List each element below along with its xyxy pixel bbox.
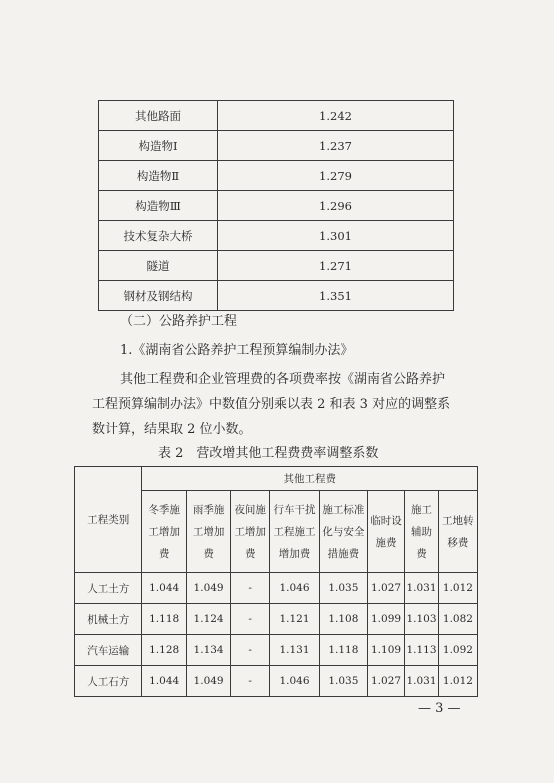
table-row bbox=[75, 573, 478, 604]
row-name: 其他路面 bbox=[99, 101, 218, 131]
cell-value: 1.031 bbox=[405, 573, 439, 604]
cell-value: 1.124 bbox=[186, 604, 230, 635]
column-header-line: 费 bbox=[416, 547, 427, 560]
cell-value: 1.035 bbox=[319, 573, 367, 604]
row-category: 机械土方 bbox=[75, 604, 142, 635]
column-header-line: 冬季施 bbox=[148, 503, 180, 516]
row-name: 技术复杂大桥 bbox=[99, 221, 218, 251]
table-row bbox=[75, 604, 478, 635]
body-line-2: 工程预算编制办法》中数值分别乘以表 2 和表 3 对应的调整系 bbox=[92, 397, 451, 412]
table-row bbox=[99, 101, 454, 131]
cell-value: 1.049 bbox=[186, 573, 230, 604]
column-header-line: 施工标准 bbox=[322, 503, 365, 516]
cell-value: 1.049 bbox=[186, 666, 230, 697]
cell-value: 1.103 bbox=[405, 604, 439, 635]
row-category: 汽车运输 bbox=[75, 635, 142, 666]
row-name: 构造物Ⅱ bbox=[99, 161, 218, 191]
cell-value: 1.046 bbox=[270, 666, 320, 697]
cell-value: 1.012 bbox=[438, 666, 477, 697]
row-value: 1.351 bbox=[218, 281, 454, 311]
row-value: 1.296 bbox=[218, 191, 454, 221]
row-name: 构造物Ⅲ bbox=[99, 191, 218, 221]
row-value: 1.237 bbox=[218, 131, 454, 161]
cell-value: 1.035 bbox=[319, 666, 367, 697]
cell-value: 1.109 bbox=[367, 635, 404, 666]
subheading: 1.《湖南省公路养护工程预算编制办法》 bbox=[120, 343, 354, 358]
table-row bbox=[99, 161, 454, 191]
table-row bbox=[99, 281, 454, 311]
column-header-line: 工增加 bbox=[192, 525, 225, 538]
column-header-line: 雨季施 bbox=[192, 503, 225, 516]
cell-value: 1.118 bbox=[319, 635, 367, 666]
cell-value: 1.027 bbox=[367, 573, 404, 604]
cell-value: 1.128 bbox=[142, 635, 186, 666]
cell-value: - bbox=[231, 573, 270, 604]
column-header bbox=[438, 491, 477, 573]
column-header-line: 移费 bbox=[447, 536, 469, 549]
cell-value: 1.121 bbox=[270, 604, 320, 635]
page-number: — 3 — bbox=[418, 701, 461, 716]
column-header bbox=[319, 491, 367, 573]
group-header: 其他工程费 bbox=[142, 467, 478, 491]
cell-value: 1.113 bbox=[405, 635, 439, 666]
cell-value: 1.027 bbox=[367, 666, 404, 697]
body-line-1: 其他工程费和企业管理费的各项费率按《湖南省公路养护 bbox=[120, 372, 446, 387]
column-header-line: 工增加 bbox=[234, 525, 266, 538]
row-name: 钢材及钢结构 bbox=[99, 281, 218, 311]
cell-value: 1.108 bbox=[319, 604, 367, 635]
cell-value: - bbox=[231, 666, 270, 697]
column-header-line: 化与安全 bbox=[322, 525, 365, 538]
column-header-line: 措施费 bbox=[327, 547, 360, 560]
cell-value: 1.046 bbox=[270, 573, 320, 604]
column-header-line: 费 bbox=[203, 547, 214, 560]
column-header-line: 费 bbox=[158, 547, 170, 560]
row-value: 1.279 bbox=[218, 161, 454, 191]
row-value: 1.271 bbox=[218, 251, 454, 281]
cell-value: 1.012 bbox=[438, 573, 477, 604]
column-header-line: 工程施工 bbox=[273, 525, 316, 538]
column-header bbox=[231, 491, 270, 573]
cell-value: 1.131 bbox=[270, 635, 320, 666]
column-header-line: 行车干扰 bbox=[273, 503, 316, 516]
cell-value: 1.082 bbox=[438, 604, 477, 635]
column-header-line: 施工 bbox=[411, 503, 433, 516]
column-header bbox=[186, 491, 230, 573]
row-category: 人工石方 bbox=[75, 666, 142, 697]
column-header-line: 工地转 bbox=[442, 514, 474, 527]
column-header bbox=[270, 491, 320, 573]
column-header-line: 辅助 bbox=[411, 525, 433, 538]
cell-value: - bbox=[231, 635, 270, 666]
column-header-line: 施费 bbox=[375, 536, 397, 549]
coefficient-table bbox=[98, 100, 454, 311]
cell-value: 1.134 bbox=[186, 635, 230, 666]
row-name: 构造物Ⅰ bbox=[99, 131, 218, 161]
cell-value: 1.031 bbox=[405, 666, 439, 697]
body-line-3: 数计算，结果取 2 位小数。 bbox=[92, 422, 252, 437]
column-header bbox=[142, 491, 186, 573]
cell-value: 1.044 bbox=[142, 666, 186, 697]
cell-value: 1.118 bbox=[142, 604, 186, 635]
column-header bbox=[367, 491, 404, 573]
row-value: 1.301 bbox=[218, 221, 454, 251]
column-header-line: 临时设 bbox=[370, 514, 402, 527]
table-row bbox=[99, 221, 454, 251]
column-header-line: 夜间施 bbox=[234, 503, 266, 516]
cell-value: - bbox=[231, 604, 270, 635]
table-row bbox=[99, 191, 454, 221]
table-row bbox=[75, 666, 478, 697]
row-category: 人工土方 bbox=[75, 573, 142, 604]
section-heading: （二）公路养护工程 bbox=[120, 314, 238, 329]
column-header-line: 增加费 bbox=[278, 547, 311, 560]
category-header: 工程类别 bbox=[75, 467, 142, 573]
cell-value: 1.044 bbox=[142, 573, 186, 604]
column-header-line: 费 bbox=[244, 547, 256, 560]
table-row bbox=[99, 131, 454, 161]
table-row bbox=[99, 251, 454, 281]
table-row bbox=[75, 635, 478, 666]
cell-value: 1.092 bbox=[438, 635, 477, 666]
column-header bbox=[405, 491, 439, 573]
cell-value: 1.099 bbox=[367, 604, 404, 635]
row-name: 隧道 bbox=[99, 251, 218, 281]
table2-caption: 表 2 营改增其他工程费费率调整系数 bbox=[158, 446, 379, 461]
adjustment-table bbox=[74, 466, 478, 697]
row-value: 1.242 bbox=[218, 101, 454, 131]
column-header-line: 工增加 bbox=[148, 525, 180, 538]
